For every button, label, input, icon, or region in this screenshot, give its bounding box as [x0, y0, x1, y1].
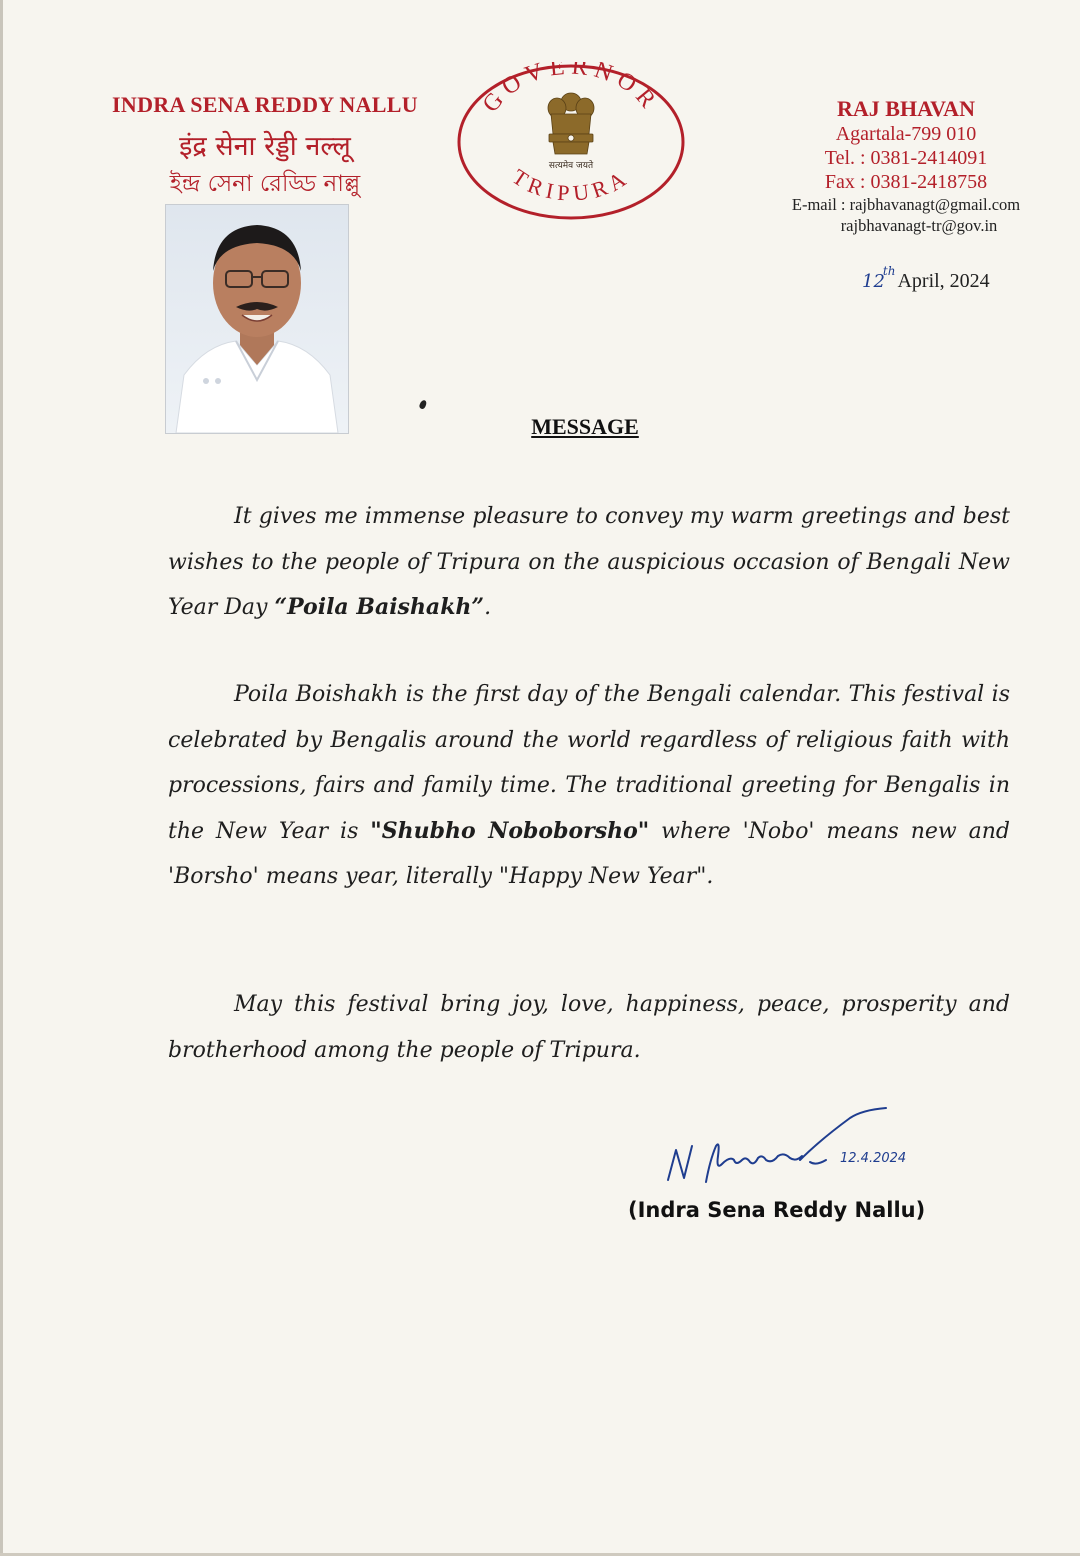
p2-end: where 'Nobo' means new and 'Borsho' means year, literally "Happy New Year". — [168, 818, 1010, 889]
national-emblem-icon — [548, 93, 594, 154]
sender-letterhead — [80, 92, 450, 204]
message-paragraph-2 — [168, 672, 1010, 900]
signatory-name: (Indra Sena Reddy Nallu) — [628, 1198, 926, 1222]
seal-top-text: GOVERNOR — [477, 62, 665, 118]
sender-name-bengali: ইন্দ্র সেনা রেড্ডি নাল্লু — [169, 171, 361, 197]
office-name: RAJ BHAVAN — [837, 96, 975, 121]
p1-text: It gives me immense pleasure to convey my warm greetings and best wishes to the people of Tripura on the auspicious occasion of Bengali New Year Day — [168, 504, 1010, 620]
date-day-suffix: th — [882, 264, 896, 278]
sender-name-english: INDRA SENA REDDY NALLU — [112, 92, 418, 117]
governor-photo — [165, 204, 349, 434]
signature-date: 12.4.2024 — [840, 1151, 907, 1166]
p2-bold: "Shubho Noboborsho" — [370, 817, 650, 844]
emblem-motto: सत्यमेव जयते — [548, 161, 594, 171]
office-address: Agartala-799 010 — [835, 123, 977, 145]
date-printed: April, 2024 — [897, 270, 990, 292]
p1-bold: “Poila Baishakh” — [274, 594, 485, 620]
sender-name-hindi: इंद्र सेना रेड्डी नल्लू — [179, 131, 351, 162]
date-day-handwritten: 12 — [862, 271, 885, 292]
governor-seal — [455, 62, 687, 222]
seal-bottom-text: TRIPURA — [507, 163, 635, 206]
office-fax: Fax : 0381-2418758 — [824, 171, 988, 193]
letter-date — [862, 264, 990, 293]
page-edge-left — [0, 0, 3, 1556]
message-paragraph-3: May this festival bring joy, love, happiness, peace, prosperity and brotherhood among the people of Tripura. — [168, 992, 1010, 1063]
message-heading: MESSAGE — [531, 414, 639, 439]
message-paragraph-1 — [168, 494, 1010, 631]
office-letterhead — [760, 96, 1052, 236]
p2-text: Poila Boishakh is the first day of the Bengali calendar. This festival is celebrated by Bengalis around the world regardless of religious faith with processions, fairs and family time. The traditional greeting for Bengalis in the New Year is — [168, 682, 1010, 844]
office-email-1: E-mail : rajbhavanagt@gmail.com — [791, 195, 1021, 214]
office-email-2: rajbhavanagt-tr@gov.in — [840, 216, 998, 235]
ink-mark — [418, 399, 427, 410]
office-tel: Tel. : 0381-2414091 — [824, 147, 988, 169]
p1-end: . — [484, 595, 492, 620]
handwritten-signature — [650, 1100, 950, 1200]
